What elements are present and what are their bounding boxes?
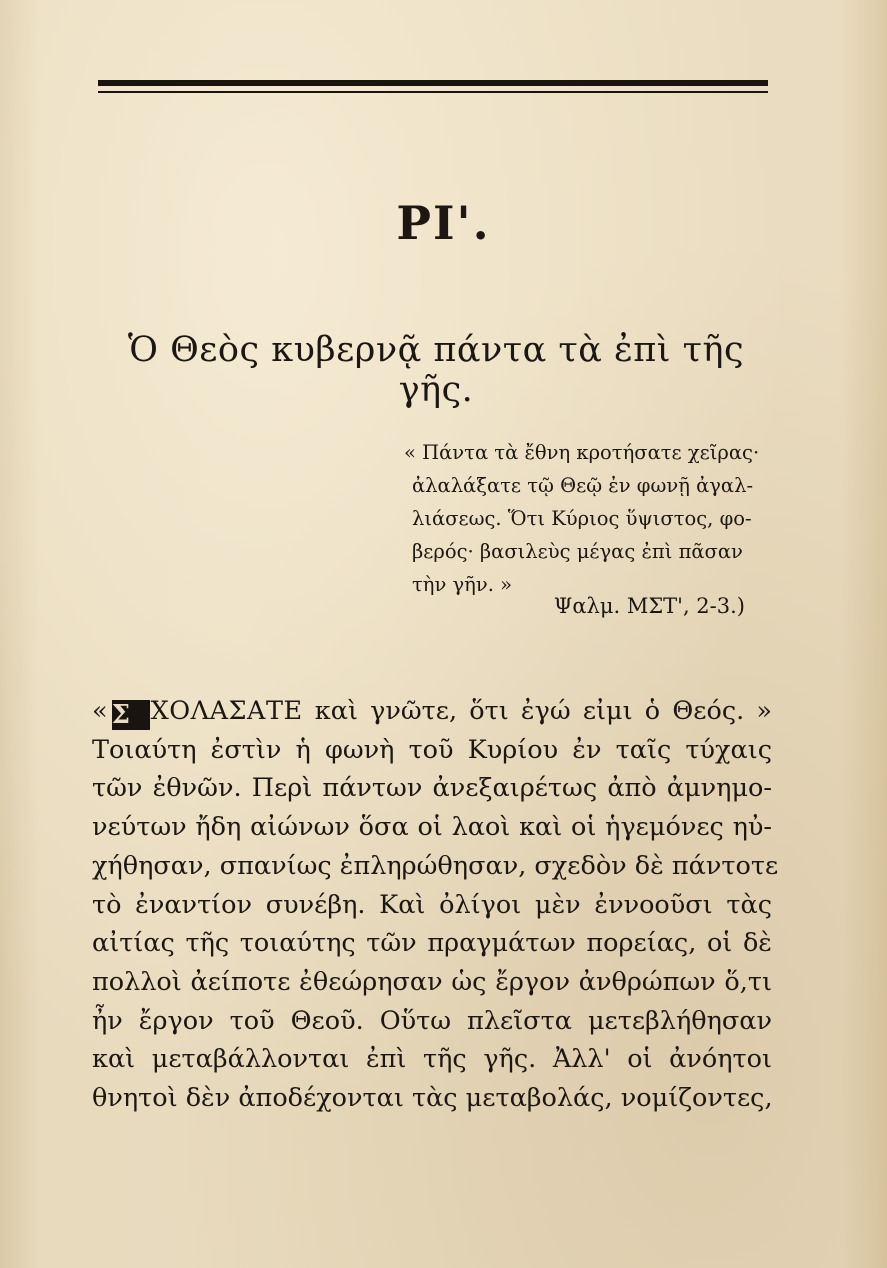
drop-cap-initial: Σ bbox=[112, 700, 150, 730]
epigraph-line: τὴν γῆν. » bbox=[412, 573, 513, 596]
body-line: καὶ μεταβάλλονται ἐπὶ τῆς γῆς. Ἀλλ' οἱ ἀνόητοι bbox=[92, 1044, 772, 1075]
body-line: νεύτων ἤδη αἰώνων ὅσα οἱ λαοὶ καὶ οἱ ἡγεμόνες ηὐ- bbox=[92, 812, 772, 843]
body-line: τῶν ἐθνῶν. Περὶ πάντων ἀνεξαιρέτως ἀπὸ ἀμνημο- bbox=[92, 773, 772, 804]
body-line: πολλοὶ ἀείποτε ἐθεώρησαν ὡς ἔργον ἀνθρώπων ὅ,τι bbox=[92, 966, 772, 997]
header-rule-thick bbox=[98, 80, 768, 86]
epigraph-line: « Πάντα τὰ ἔθνη κροτήσατε χεῖρας· bbox=[404, 441, 760, 464]
epigraph-line: βερός· βασιλεὺς μέγας ἐπὶ πᾶσαν bbox=[412, 540, 743, 563]
body-line: τὸ ἐναντίον συνέβη. Καὶ ὀλίγοι μὲν ἐννοοῦσι τὰς bbox=[92, 889, 772, 920]
epigraph-line: λιάσεως. Ὅτι Κύριος ὕψιστος, φο- bbox=[412, 507, 752, 530]
opening-quote: « bbox=[92, 696, 108, 726]
epigraph-reference: Ψαλμ. ΜΣΤ', 2-3.) bbox=[553, 594, 745, 618]
body-line: ἦν ἔργον τοῦ Θεοῦ. Οὕτω πλεῖστα μετεβλήθησαν bbox=[92, 1005, 772, 1036]
body-line: αἰτίας τῆς τοιαύτης τῶν πραγμάτων πορείας, οἱ δὲ bbox=[92, 928, 772, 959]
body-line: χήθησαν, σπανίως ἐπληρώθησαν, σχεδὸν δὲ πάντοτε bbox=[92, 850, 779, 881]
first-line-rest: καὶ γνῶτε, ὅτι ἐγώ εἰμι ὁ Θεός. » bbox=[314, 696, 773, 726]
body-text bbox=[92, 692, 779, 1118]
epigraph bbox=[404, 436, 776, 601]
epigraph-line: ἀλαλάξατε τῷ Θεῷ ἐν φωνῇ ἀγαλ- bbox=[412, 474, 754, 497]
body-first-line bbox=[92, 692, 772, 731]
body-line: Τοιαύτη ἐστὶν ἡ φωνὴ τοῦ Κυρίου ἐν ταῖς τύχαις bbox=[92, 734, 772, 765]
body-line: θνητοὶ δὲν ἀποδέχονται τὰς μεταβολάς, νομίζοντες, bbox=[92, 1083, 773, 1114]
header-rule-thin bbox=[98, 91, 768, 93]
chapter-title: Ὁ Θεὸς κυβερνᾷ πάντα τὰ ἐπὶ τῆς γῆς. bbox=[127, 330, 745, 410]
chapter-numeral: ΡΙ'. bbox=[396, 196, 491, 250]
first-word: ΧΟΛΑΣΑΤΕ bbox=[150, 696, 303, 726]
